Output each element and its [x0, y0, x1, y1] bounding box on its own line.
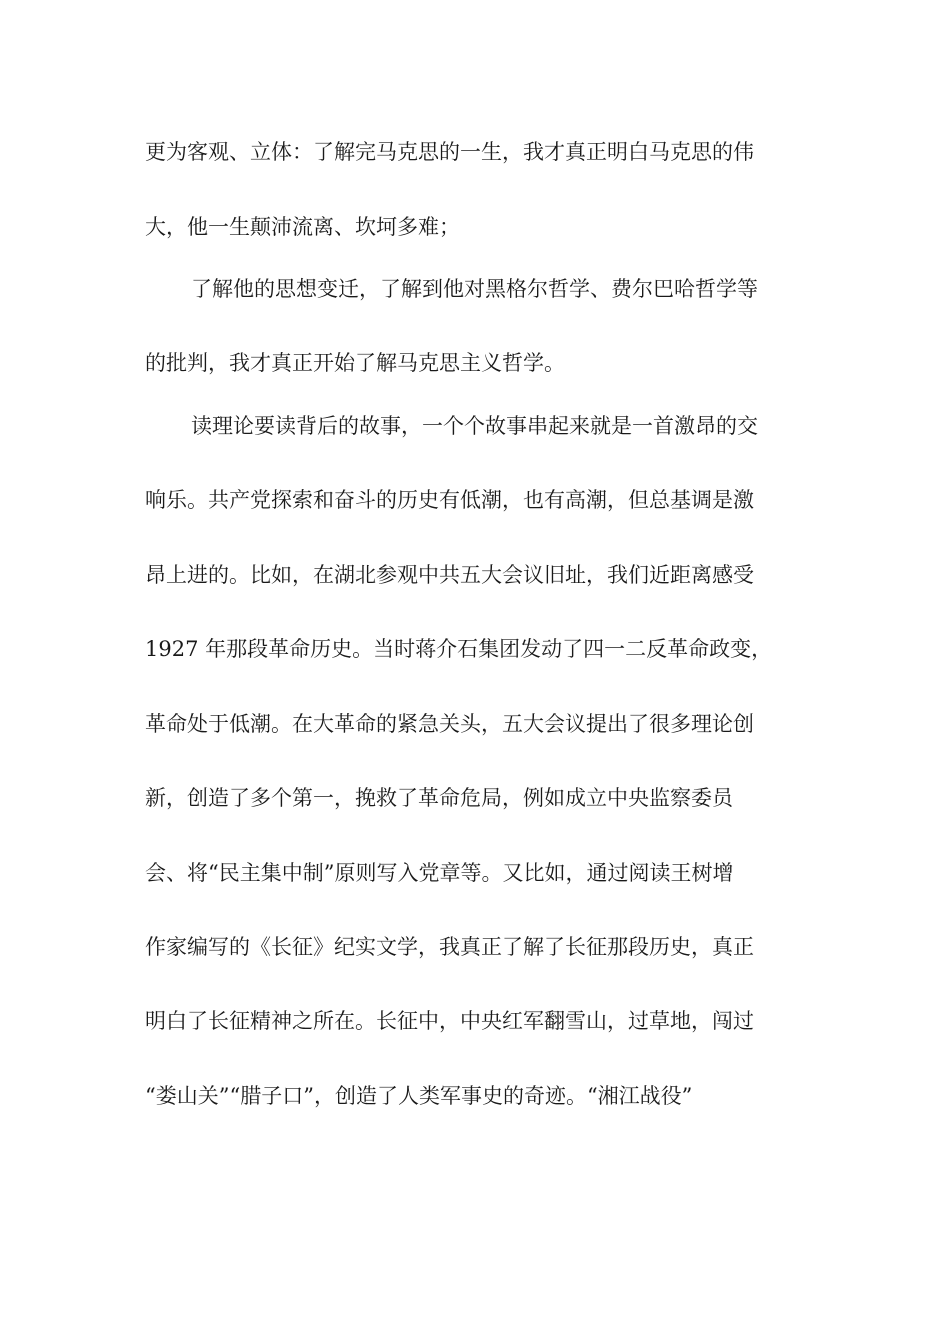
text-line: 会、将“民主集中制”原则写入党章等。又比如，通过阅读王树增 [145, 861, 734, 885]
text-line: 新，创造了多个第一，挽救了革命危局，例如成立中央监察委员 [145, 786, 733, 810]
text-line: 作家编写的《长征》纪实文学，我真正了解了长征那段历史，真正 [145, 935, 754, 959]
text-line: 明白了长征精神之所在。长征中，中央红军翻雪山，过草地，闯过 [145, 1009, 754, 1033]
text-line: 革命处于低潮。在大革命的紧急关头，五大会议提出了很多理论创 [145, 712, 754, 736]
text-line: 昂上进的。比如，在湖北参观中共五大会议旧址，我们近距离感受 [145, 563, 754, 587]
text-line: 响乐。共产党探索和奋斗的历史有低潮，也有高潮，但总基调是激 [145, 488, 754, 512]
text-line: 更为客观、立体：了解完马克思的一生，我才真正明白马克思的伟 [145, 140, 754, 164]
text-line: 了解他的思想变迁，了解到他对黑格尔哲学、费尔巴哈哲学等 [191, 277, 758, 301]
text-line: 的批判，我才真正开始了解马克思主义哲学。 [145, 351, 565, 375]
text-line: “娄山关”“腊子口”，创造了人类军事史的奇迹。“湘江战役” [145, 1084, 693, 1108]
text-line: 读理论要读背后的故事，一个个故事串起来就是一首激昂的交 [191, 414, 758, 438]
text-line: 1927 年那段革命历史。当时蒋介石集团发动了四一二反革命政变， [145, 637, 773, 661]
text-line: 大，他一生颠沛流离、坎坷多难； [145, 215, 460, 239]
